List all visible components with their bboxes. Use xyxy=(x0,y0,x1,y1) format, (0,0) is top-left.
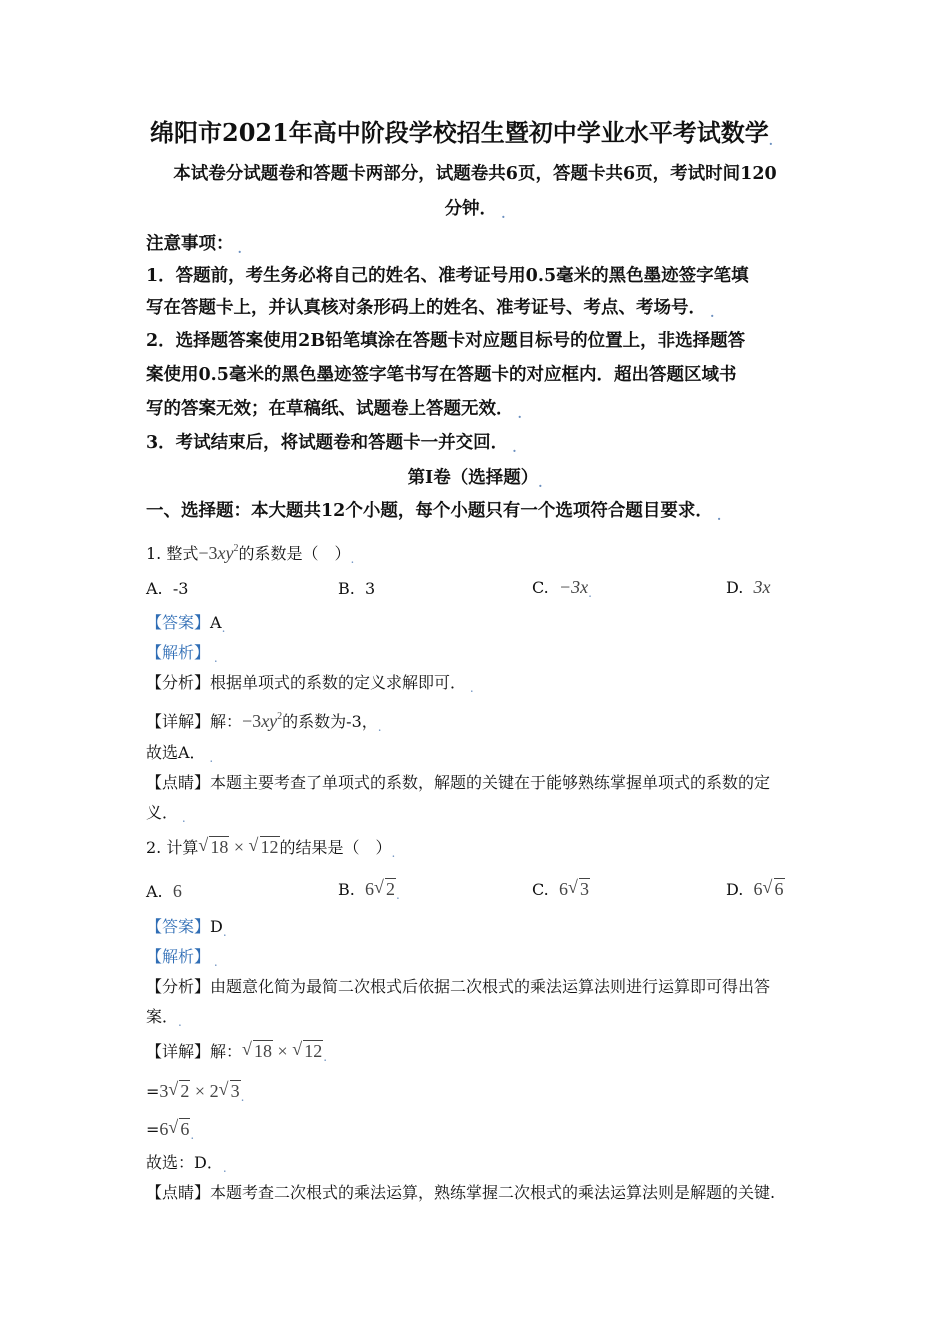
q2-option-c: C. 6√ 3 xyxy=(532,878,590,901)
note-2-line-3: 写的答案无效；在草稿纸、试题卷上答题无效． $_.$ xyxy=(146,399,522,421)
q2-conclusion: 故选：D．$_.$ xyxy=(146,1153,227,1175)
q2-analysis-tag: 【解析】 $_.$ xyxy=(146,947,218,969)
note-1-line-2: 写在答题卡上，并认真核对条形码上的姓名、准考证号、考点、考场号． $_.$ xyxy=(146,298,715,320)
q1-stem: 1. 整式$-3xy^2$的系数是（ ）$_.$ xyxy=(146,543,355,566)
note-1-line-1: 1．答题前，考生务必将自己的姓名、准考证号用0.5毫米的黑色墨迹签字笔填 xyxy=(146,266,749,286)
note-3: 3．考试结束后，将试题卷和答题卡一并交回． $_.$ xyxy=(146,433,517,455)
q2-xiangjie: 【详解】解：√ 18 × √ $12_.$ xyxy=(146,1040,327,1068)
intro-line-2: 分钟． $_.$ xyxy=(444,199,506,221)
note-2-line-2: 案使用0.5毫米的黑色墨迹签字笔书写在答题卡的对应框内．超出答题区域书 xyxy=(146,365,737,385)
q1-answer: 【答案】$A_.$ xyxy=(146,613,226,635)
exam-title: 绵阳市2021年高中阶段学校招生暨初中学业水平考试数学. xyxy=(150,118,773,148)
q1-dianjing-line-1: 【点睛】本题主要考查了单项式的系数，解题的关键在于能够熟练掌握单项式的系数的定 xyxy=(146,773,771,792)
q2-answer: 【答案】$D_.$ xyxy=(146,917,227,939)
q2-step-2: =6√ $6_.$ xyxy=(146,1118,194,1146)
q2-expression: √ 18 × √ 12 xyxy=(198,837,279,857)
intro-line-1: 本试卷分试题卷和答题卡两部分，试题卷共6页，答题卡共6页，考试时间120 xyxy=(173,164,777,184)
q1-analysis-tag: 【解析】 $_.$ xyxy=(146,643,218,665)
q2-step-1: =3√ 2 × 2√ $3_.$ xyxy=(146,1080,244,1108)
q2-dianjing: 【点睛】本题考查二次根式的乘法运算，熟练掌握二次根式的乘法运算法则是解题的关键. xyxy=(146,1183,776,1202)
q2-option-a: A. 6 xyxy=(146,881,182,901)
q1-xiangjie: 【详解】解：$-3xy^2$的系数为-3，$_.$ xyxy=(146,711,382,734)
q2-option-d: D. 6√ 6 xyxy=(726,878,785,901)
q2-option-b: B. 6√ $2_.$ xyxy=(338,878,400,906)
q1-option-d: D. 3x xyxy=(726,577,771,597)
note-2-line-1: 2．选择题答案使用2B铅笔填涂在答题卡对应题目标号的位置上，非选择题答 xyxy=(146,331,746,351)
notes-heading: 注意事项： $_.$ xyxy=(146,234,242,256)
q1-option-b: B. 3 xyxy=(338,579,376,598)
q1-conclusion: 故选A． $_.$ xyxy=(146,743,214,765)
q1-dianjing-line-2: 义． $_.$ xyxy=(146,803,186,825)
q1-option-a: A. -3 xyxy=(146,579,189,598)
q1-expression: $-3xy^2$ xyxy=(198,543,239,563)
q2-stem: 2. 计算√ 18 × √ 12的结果是（ ）$_.$ xyxy=(146,836,395,864)
q2-fenxi-line-1: 【分析】由题意化简为最简二次根式后依据二次根式的乘法运算法则进行运算即可得出答 xyxy=(146,977,771,996)
q1-fenxi: 【分析】根据单项式的系数的定义求解即可． $_.$ xyxy=(146,673,474,695)
part-1-heading: 一、选择题：本大题共12个小题，每个小题只有一个选项符合题目要求． $_.$ xyxy=(146,501,722,523)
q2-fenxi-line-2: 案．$_.$ xyxy=(146,1007,182,1029)
section-title: 第Ⅰ卷（选择题）$_.$ xyxy=(407,468,543,490)
q1-option-c: C. $-3x_.$ xyxy=(532,577,592,600)
